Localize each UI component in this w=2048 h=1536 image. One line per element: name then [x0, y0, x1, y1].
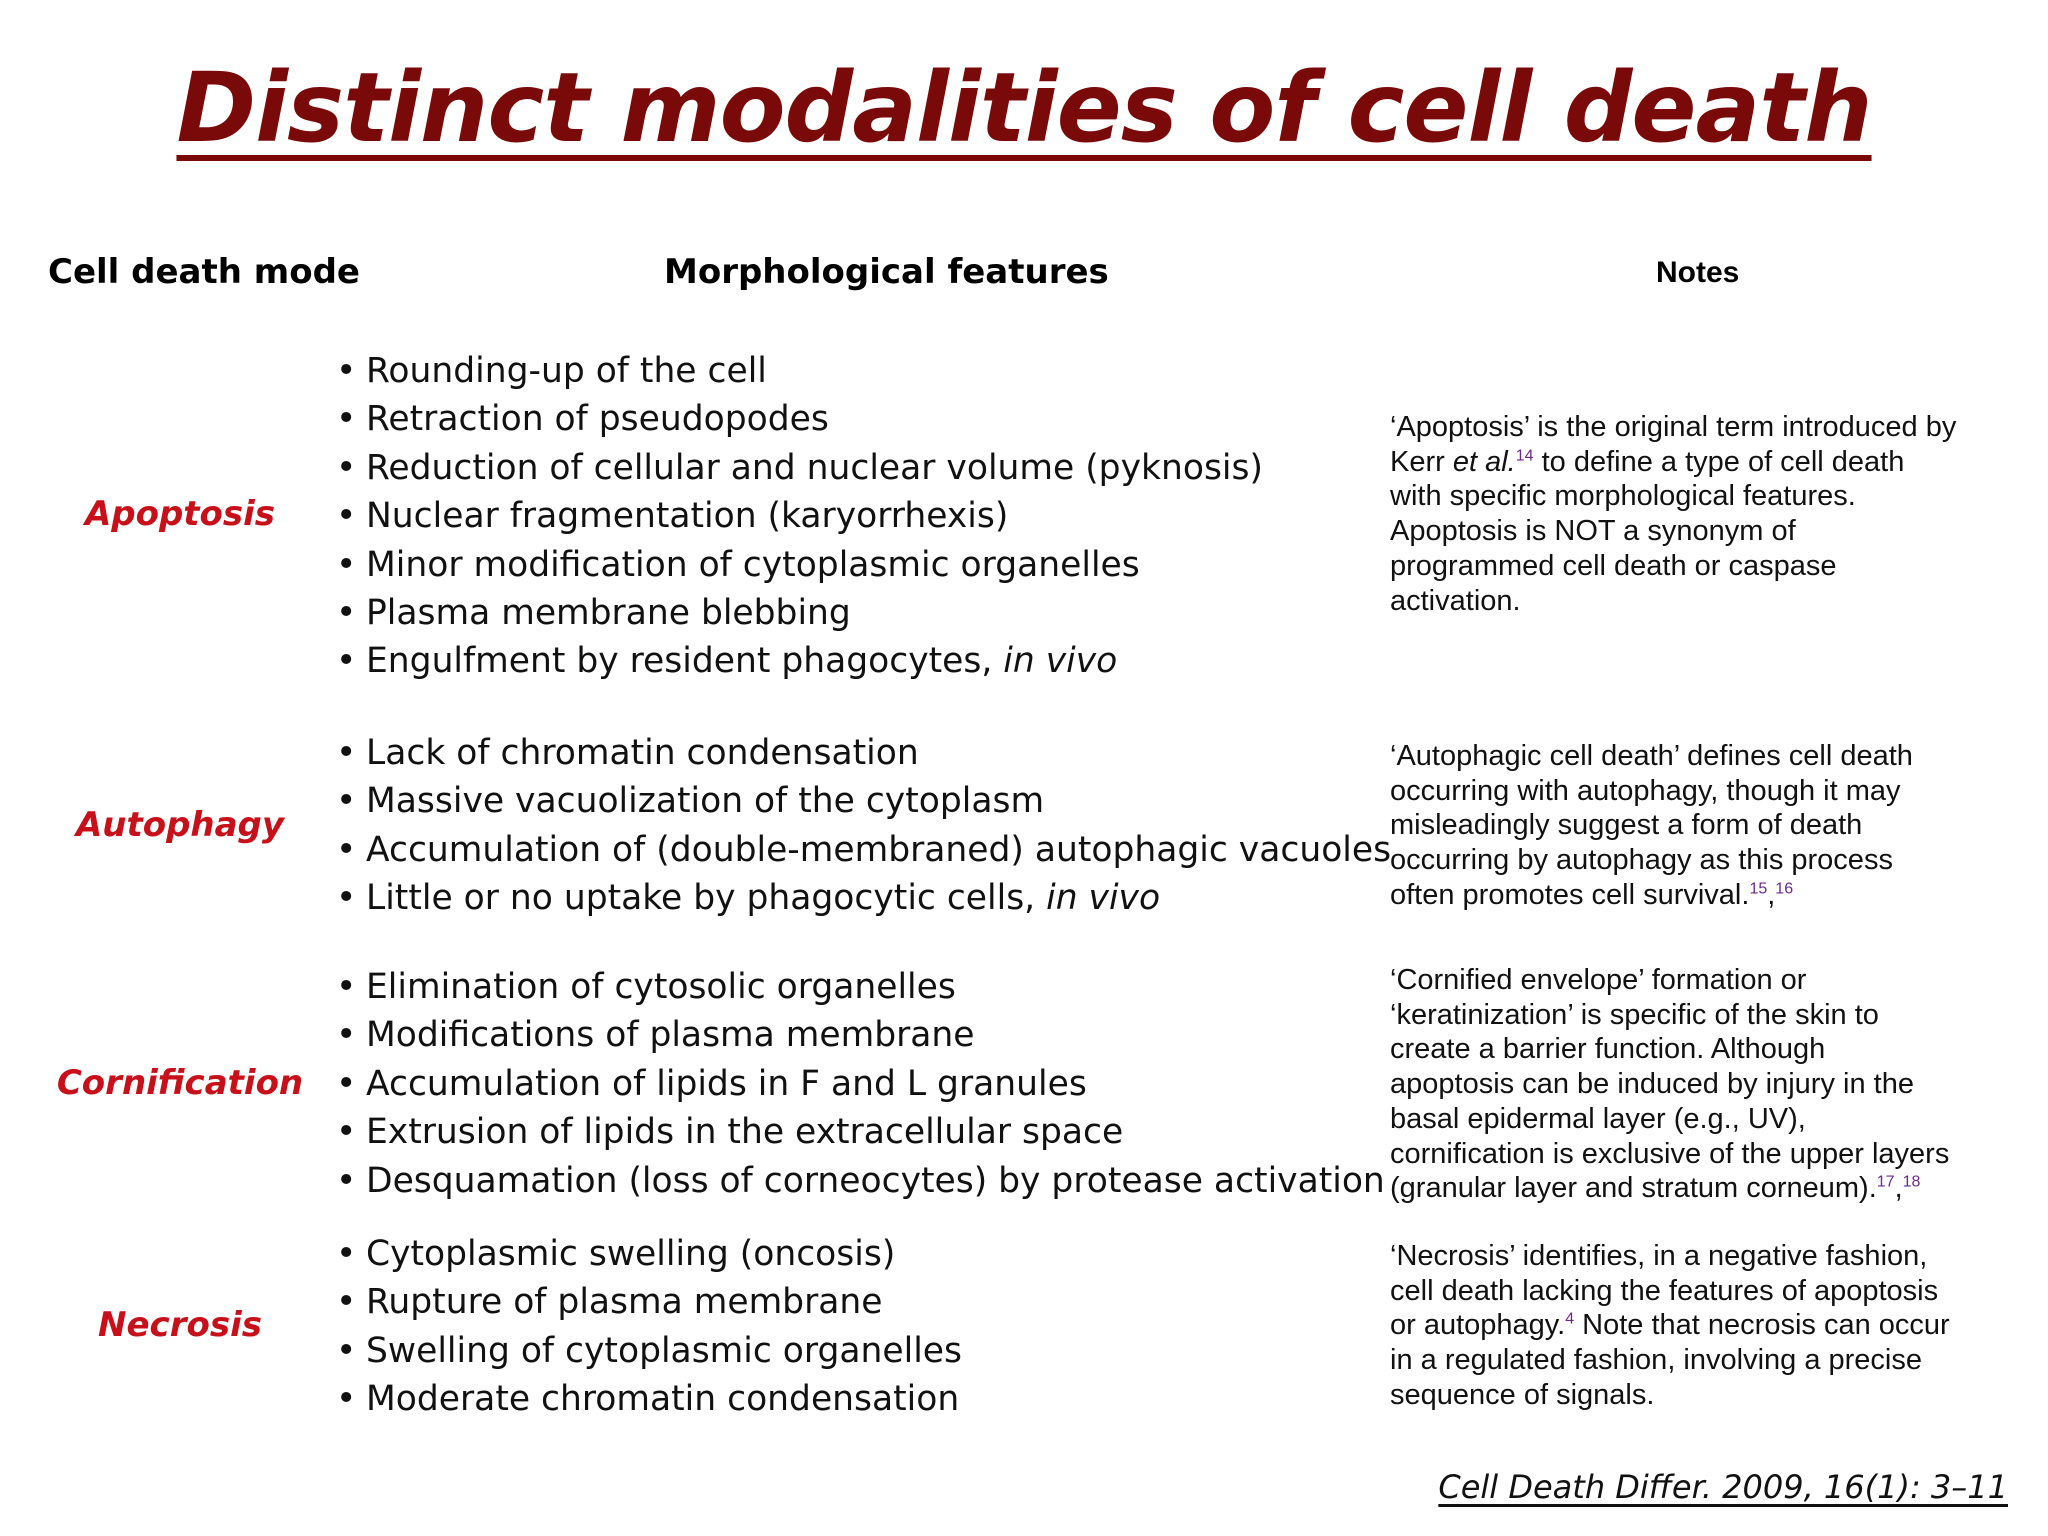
- note-line: [1390, 549, 2030, 584]
- feature-text: Retraction of pseudopodes: [366, 399, 829, 440]
- feature-italic-text: in vivo: [1003, 641, 1118, 682]
- note-line: [1390, 410, 2030, 445]
- feature-text: Cytoplasmic swelling (oncosis): [366, 1234, 896, 1274]
- note-text: basal epidermal layer (e.g., UV),: [1390, 1102, 1806, 1135]
- feature-item: [336, 1011, 1385, 1059]
- reference-number: 15: [1749, 880, 1768, 898]
- bullet-icon: •: [336, 351, 357, 391]
- feature-item: [336, 874, 1391, 922]
- mode-label-autophagy: Autophagy: [75, 805, 285, 845]
- feature-item: [336, 729, 1391, 777]
- note-apoptosis: [1390, 410, 2030, 618]
- note-text: Kerr: [1390, 445, 1453, 478]
- note-text: ‘Autophagic cell death’ defines cell death: [1390, 740, 1913, 772]
- note-text: occurring with autophagy, though it may: [1390, 774, 1901, 807]
- note-text: create a barrier function. Although: [1390, 1033, 1826, 1066]
- note-text: ‘Necrosis’ identifies, in a negative fashion,: [1390, 1240, 1928, 1272]
- feature-item: [336, 637, 1263, 685]
- note-text: (granular layer and stratum corneum).: [1390, 1172, 1877, 1205]
- feature-item: [336, 1060, 1385, 1108]
- bullet-icon: •: [336, 1112, 357, 1153]
- note-text: occurring by autophagy as this process: [1390, 844, 1893, 877]
- note-line: [1390, 445, 2030, 480]
- note-line: [1390, 479, 2030, 514]
- note-text: programmed cell death or caspase: [1390, 549, 1837, 582]
- note-text: Note that necrosis can occur: [1574, 1309, 1950, 1342]
- feature-text: Rupture of plasma membrane: [366, 1282, 883, 1323]
- feature-text: Elimination of cytosolic organelles: [366, 967, 956, 1007]
- note-italic-text: et al.: [1452, 445, 1516, 478]
- header-notes: Notes: [1656, 256, 1740, 289]
- note-text: ,: [1894, 1172, 1903, 1205]
- note-text: ‘keratinization’ is specific of the skin to: [1390, 998, 1879, 1031]
- note-text: apoptosis can be induced by injury in the: [1390, 1068, 1914, 1101]
- feature-item: [336, 395, 1263, 443]
- note-line: [1390, 774, 2030, 809]
- reference-number: 16: [1775, 880, 1794, 898]
- header-cell-death-mode: Cell death mode: [48, 252, 360, 292]
- feature-text: Accumulation of (double-membraned) autophagic vacuoles: [366, 829, 1392, 870]
- bullet-icon: •: [336, 447, 357, 488]
- feature-item: [336, 826, 1391, 874]
- note-text: cornification is exclusive of the upper layers: [1390, 1137, 1950, 1170]
- features-list-cornification: [336, 963, 1385, 1205]
- feature-text: Desquamation (loss of corneocytes) by protease activation: [366, 1160, 1385, 1201]
- note-text: sequence of signals.: [1390, 1378, 1655, 1411]
- note-text: ,: [1767, 878, 1776, 911]
- header-morphological-features: Morphological features: [664, 252, 1109, 292]
- note-line: [1390, 1343, 2030, 1378]
- note-line: [1390, 514, 2030, 549]
- note-autophagy: [1390, 739, 2030, 913]
- note-line: [1390, 1067, 2030, 1102]
- note-line: [1390, 1274, 2030, 1309]
- feature-italic-text: in vivo: [1046, 878, 1161, 919]
- feature-item: [336, 777, 1391, 825]
- note-line: [1390, 843, 2030, 878]
- note-line: [1390, 878, 2030, 913]
- feature-text: Accumulation of lipids in F and L granules: [366, 1063, 1087, 1104]
- features-list-necrosis: [336, 1230, 962, 1424]
- reference-number: 18: [1902, 1173, 1921, 1191]
- note-line: [1390, 998, 2030, 1033]
- feature-item: [336, 541, 1263, 589]
- note-line: [1390, 963, 2030, 998]
- feature-text: Swelling of cytoplasmic organelles: [366, 1330, 962, 1371]
- note-line: [1390, 1239, 2030, 1274]
- note-line: [1390, 1102, 2030, 1137]
- note-text: with specific morphological features.: [1390, 480, 1856, 513]
- note-text: cell death lacking the features of apoptosis: [1390, 1274, 1939, 1307]
- mode-label-necrosis: Necrosis: [98, 1305, 262, 1345]
- bullet-icon: •: [336, 544, 357, 585]
- note-line: [1390, 1032, 2030, 1067]
- note-necrosis: [1390, 1239, 2030, 1413]
- feature-item: [336, 589, 1263, 637]
- note-text: ‘Cornified envelope’ formation or: [1390, 964, 1807, 996]
- bullet-icon: •: [336, 1282, 357, 1323]
- note-cornification: [1390, 963, 2030, 1206]
- feature-text: Reduction of cellular and nuclear volume (pyknosis): [366, 447, 1263, 488]
- mode-label-cornification: Cornification: [56, 1063, 304, 1103]
- note-line: [1390, 584, 2030, 619]
- bullet-icon: •: [336, 1330, 357, 1371]
- feature-item: [336, 1327, 962, 1375]
- reference-number: 14: [1515, 447, 1534, 465]
- note-line: [1390, 1308, 2030, 1343]
- bullet-icon: •: [336, 1015, 357, 1056]
- features-list-autophagy: [336, 729, 1391, 923]
- feature-text: Modifications of plasma membrane: [366, 1015, 975, 1056]
- bullet-icon: •: [336, 1234, 357, 1274]
- note-text: in a regulated fashion, involving a precise: [1390, 1344, 1922, 1377]
- note-line: [1390, 1137, 2030, 1172]
- citation-link[interactable]: Cell Death Differ. 2009, 16(1): 3–11: [1438, 1468, 2008, 1506]
- features-list-apoptosis: [336, 347, 1263, 686]
- note-line: [1390, 739, 2030, 774]
- feature-item: [336, 963, 1385, 1011]
- note-text: often promotes cell survival.: [1390, 878, 1750, 911]
- feature-text: Minor modification of cytoplasmic organelles: [366, 544, 1140, 585]
- note-text: activation.: [1390, 584, 1521, 617]
- feature-item: [336, 444, 1263, 492]
- note-text: Apoptosis is NOT a synonym of: [1390, 515, 1796, 548]
- feature-item: [336, 1157, 1385, 1205]
- feature-text: Lack of chromatin condensation: [366, 733, 919, 773]
- feature-item: [336, 1230, 962, 1278]
- feature-text: Extrusion of lipids in the extracellular space: [366, 1112, 1124, 1153]
- bullet-icon: •: [336, 781, 357, 822]
- note-line: [1390, 808, 2030, 843]
- feature-item: [336, 1278, 962, 1326]
- bullet-icon: •: [336, 641, 357, 682]
- feature-item: [336, 1108, 1385, 1156]
- note-line: [1390, 1378, 2030, 1413]
- bullet-icon: •: [336, 1379, 357, 1420]
- note-text: ‘Apoptosis’ is the original term introduced by: [1390, 411, 1957, 443]
- bullet-icon: •: [336, 829, 357, 870]
- feature-text: Massive vacuolization of the cytoplasm: [366, 781, 1045, 822]
- feature-text: Engulfment by resident phagocytes,: [366, 641, 1004, 682]
- feature-text: Moderate chromatin condensation: [366, 1379, 960, 1420]
- bullet-icon: •: [336, 399, 357, 440]
- feature-text: Rounding-up of the cell: [366, 351, 767, 391]
- reference-number: 17: [1876, 1173, 1895, 1191]
- note-text: to define a type of cell death: [1533, 445, 1905, 478]
- feature-item: [336, 347, 1263, 395]
- note-text: misleadingly suggest a form of death: [1390, 809, 1863, 842]
- feature-text: Plasma membrane blebbing: [366, 592, 851, 633]
- bullet-icon: •: [336, 1063, 357, 1104]
- reference-number: 4: [1565, 1310, 1575, 1328]
- bullet-icon: •: [336, 733, 357, 773]
- mode-label-apoptosis: Apoptosis: [84, 494, 276, 534]
- feature-text: Little or no uptake by phagocytic cells,: [366, 878, 1047, 919]
- bullet-icon: •: [336, 592, 357, 633]
- note-line: [1390, 1171, 2030, 1206]
- bullet-icon: •: [336, 1160, 357, 1201]
- note-text: or autophagy.: [1390, 1309, 1566, 1342]
- bullet-icon: •: [336, 878, 357, 919]
- bullet-icon: •: [336, 496, 357, 537]
- bullet-icon: •: [336, 967, 357, 1007]
- feature-text: Nuclear fragmentation (karyorrhexis): [366, 496, 1009, 537]
- feature-item: [336, 492, 1263, 540]
- feature-item: [336, 1375, 962, 1423]
- slide-title: Distinct modalities of cell death: [176, 52, 1872, 164]
